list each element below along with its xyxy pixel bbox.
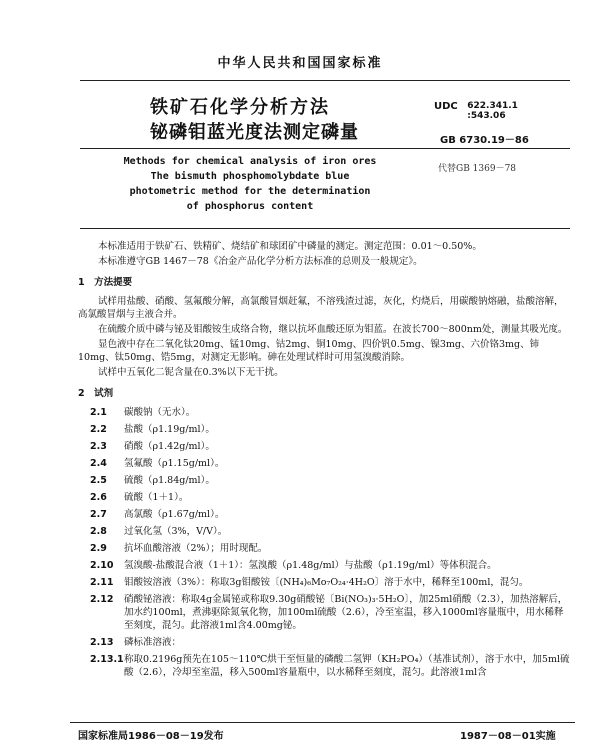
reagent-text: 过氧化氢（3%，V/V）。 xyxy=(124,526,228,537)
reagent-text: 称取0.2196g预先在105～110℃烘干至恒量的磷酸二氢钾（KH₂PO₄）（基准试剂），溶于水中，加5ml硫酸（2.6），冷却至室温，移入500ml容量瓶中，以水稀释至刻度，混匀。此溶液1ml含 xyxy=(124,654,570,678)
udc-label: UDC xyxy=(434,101,458,112)
reagent-number: 2.7 xyxy=(90,509,107,520)
reagent-item xyxy=(78,593,572,632)
reagent-item xyxy=(78,440,572,453)
footer-rule xyxy=(70,722,575,723)
document-body xyxy=(78,240,572,683)
reagent-text: 高氯酸（ρ1.67g/ml）。 xyxy=(124,509,225,520)
reagent-text: 碳酸钠（无水）。 xyxy=(124,407,196,418)
reagent-item xyxy=(78,508,572,521)
reagent-item xyxy=(78,559,572,572)
reagent-text: 氢氟酸（ρ1.15g/ml）。 xyxy=(124,458,225,469)
reagent-number: 2.2 xyxy=(90,424,107,435)
nation-standard-header: 中华人民共和国国家标准 xyxy=(217,56,383,71)
reagent-number: 2.10 xyxy=(90,560,114,571)
udc-code xyxy=(434,101,518,121)
reagent-number: 2.3 xyxy=(90,441,107,452)
reagent-number: 2.12 xyxy=(90,594,114,605)
reagent-number: 2.13 xyxy=(90,637,114,648)
header-rule xyxy=(80,80,570,81)
body-rule xyxy=(80,228,570,229)
reagent-number: 2.4 xyxy=(90,458,107,469)
english-title xyxy=(100,154,400,214)
issue-date: 国家标准局1986－08－19发布 xyxy=(78,731,224,742)
gb-number: GB 6730.19－86 xyxy=(440,135,529,146)
reagent-text: 硫酸（ρ1.84g/ml）。 xyxy=(124,475,215,486)
udc-line-1: 622.341.1 xyxy=(467,101,518,111)
reagent-item xyxy=(78,653,572,679)
section-1-paragraph: 显色液中存在二氧化钛20mg、锰10mg、钴2mg、铜10mg、四价钒0.5mg、镍3mg、六价铬3mg、铈10mg、钛50mg、锆5mg，对测定无影响。砷在处理试样时可用氢溴酸消除。 xyxy=(78,339,540,363)
english-title-line: The bismuth phosphomolybdate blue xyxy=(150,171,350,182)
reagent-text: 硝酸（ρ1.42g/ml）。 xyxy=(124,441,215,452)
english-title-line: of phosphorus content xyxy=(186,201,314,212)
reagent-number: 2.9 xyxy=(90,543,107,554)
reagent-number: 2.6 xyxy=(90,492,107,503)
reagent-text: 氢溴酸-盐酸混合液（1＋1）：氢溴酸（ρ1.48g/ml）与盐酸（ρ1.19g/ml）等体积混合。 xyxy=(124,560,497,571)
replaces-standard: 代替GB 1369－78 xyxy=(438,164,517,174)
udc-numbers xyxy=(467,101,518,121)
english-title-line: photometric method for the determination xyxy=(129,186,371,197)
section-1-heading: 1 方法提要 xyxy=(78,277,133,288)
reagent-number: 2.11 xyxy=(90,577,114,588)
reagent-item xyxy=(78,491,572,504)
reagent-item xyxy=(78,474,572,487)
reagent-text: 硝酸铋溶液：称取4g金属铋或称取9.30g硝酸铋〔Bi(NO₃)₃·5H₂O〕，加25ml硝酸（2.3），加热溶解后，加水约100ml，煮沸驱除氮氧化物，加100ml硫酸（2.6），冷至室温，移入1000ml容量瓶中，用水稀释至刻度，混匀。此溶液1ml含4.00mg铋。 xyxy=(124,594,568,631)
reagent-text: 盐酸（ρ1.19g/ml）。 xyxy=(124,424,215,435)
reagent-number: 2.8 xyxy=(90,526,107,537)
reagent-text: 硫酸（1＋1）。 xyxy=(124,492,189,503)
reagent-item xyxy=(78,423,572,436)
english-title-line: Methods for chemical analysis of iron ores xyxy=(123,156,377,167)
reagent-number: 2.5 xyxy=(90,475,107,486)
title-line-2: 铋磷钼蓝光度法测定磷量 xyxy=(150,122,359,143)
section-2-heading: 2 试剂 xyxy=(78,388,114,399)
reagent-item xyxy=(78,576,572,589)
section-1-paragraph: 试样中五氧化二铌含量在0.3%以下无干扰。 xyxy=(98,367,284,378)
title-line-1: 铁矿石化学分析方法 xyxy=(150,97,330,118)
reagent-number: 2.13.1 xyxy=(90,654,124,665)
reagent-text: 抗坏血酸溶液（2%）；用时现配。 xyxy=(124,543,268,554)
section-1-paragraph: 试样用盐酸、硝酸、氢氟酸分解，高氯酸冒烟赶氟，不溶残渣过滤，灰化，灼烧后，用碳酸钠熔融，盐酸溶解，高氯酸冒烟与主液合并。 xyxy=(78,296,564,320)
section-1-paragraph: 在硫酸介质中磷与铋及钼酸铵生成络合物，继以抗坏血酸还原为钼蓝。在波长700～800nm处，测量其吸光度。 xyxy=(98,324,568,335)
udc-line-2: :543.06 xyxy=(467,111,506,121)
reagent-item xyxy=(78,457,572,470)
intro-paragraph: 本标准适用于铁矿石、铁精矿、烧结矿和球团矿中磷量的测定。测定范围：0.01～0.50%。 xyxy=(98,241,482,252)
reagent-item xyxy=(78,636,572,649)
reagent-text: 钼酸铵溶液（3%）：称取3g钼酸铵〔(NH₄)₆Mo₇O₂₄·4H₂O〕溶于水中，稀释至100ml，混匀。 xyxy=(124,577,529,588)
reagent-item xyxy=(78,525,572,538)
reagent-text: 磷标准溶液： xyxy=(124,637,182,648)
intro-paragraph: 本标准遵守GB 1467－78《冶金产品化学分析方法标准的总则及一般规定》。 xyxy=(98,256,423,267)
reagent-number: 2.1 xyxy=(90,407,107,418)
implementation-date: 1987－08－01实施 xyxy=(460,731,556,742)
reagent-item xyxy=(78,542,572,555)
reagent-item xyxy=(78,406,572,419)
title-rule xyxy=(80,148,570,149)
